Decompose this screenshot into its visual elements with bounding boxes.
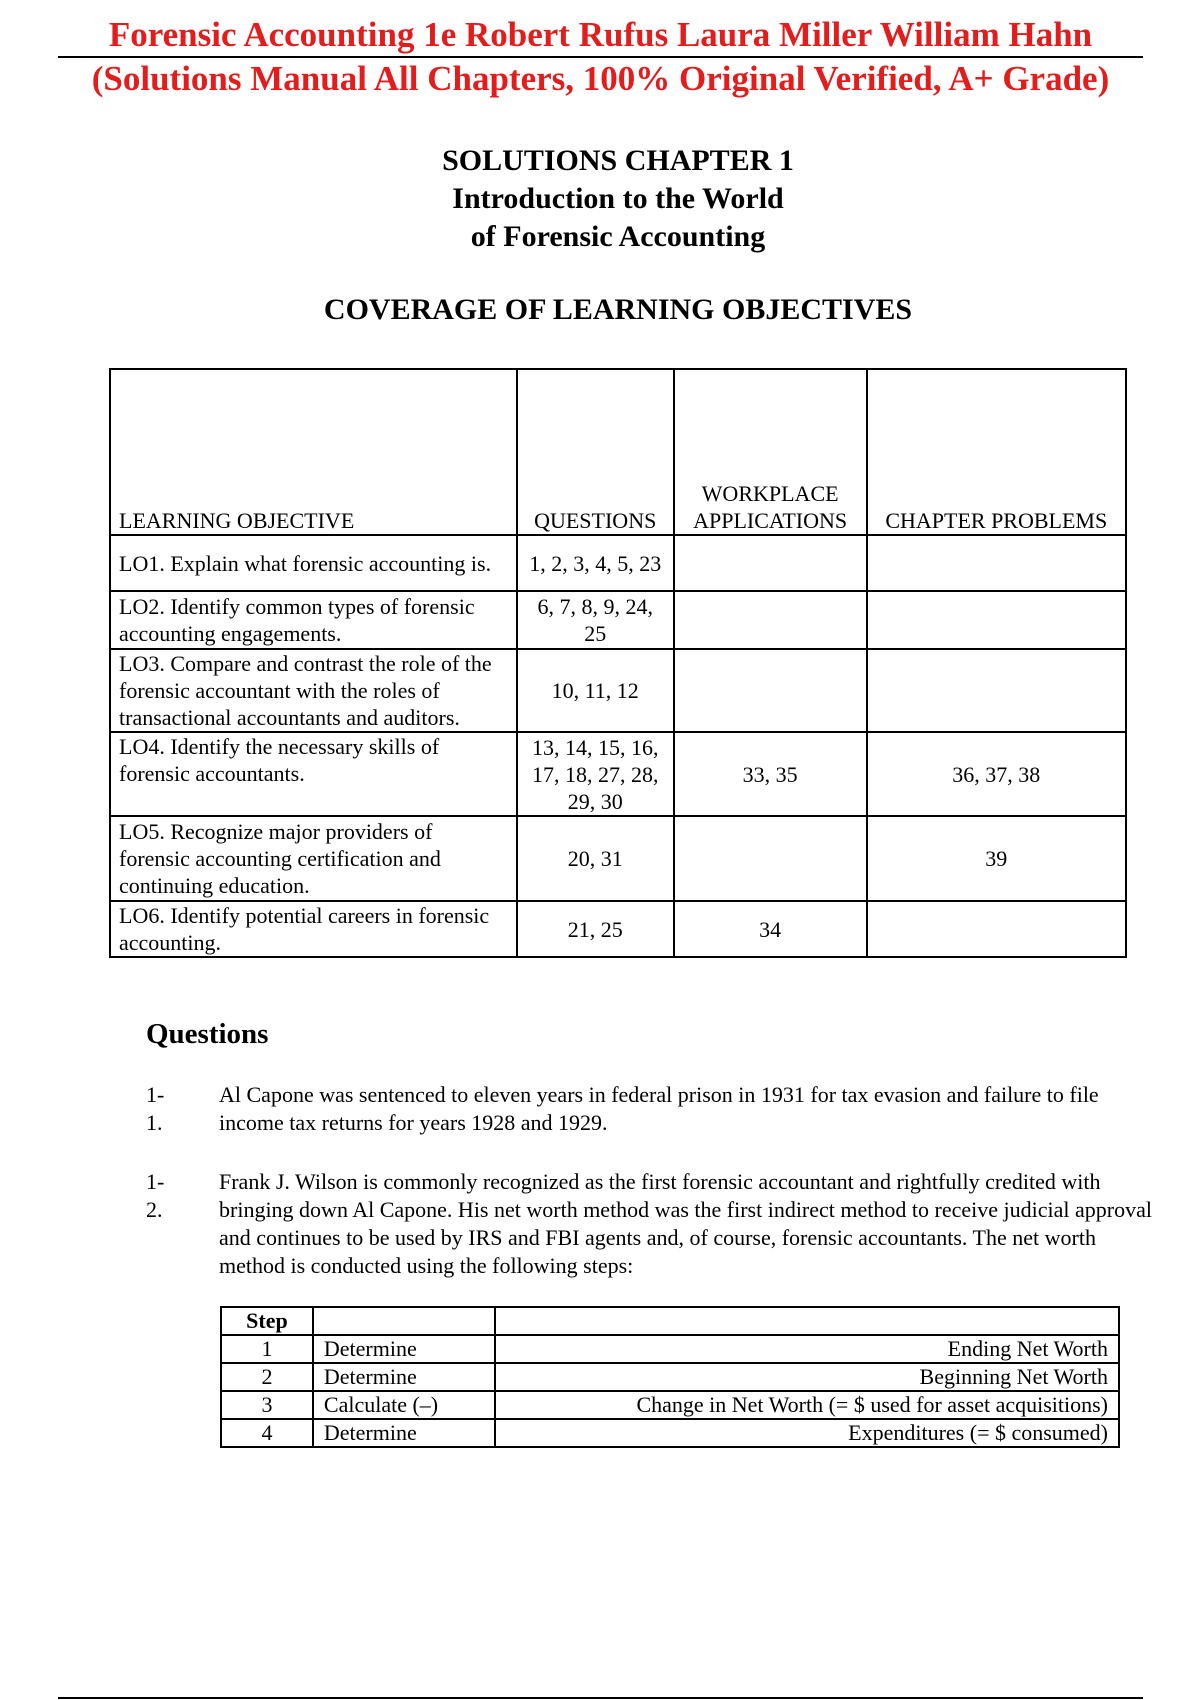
questions-cell: 13, 14, 15, 16, 17, 18, 27, 28, 29, 30 (517, 732, 674, 816)
step-item: Ending Net Worth (495, 1335, 1119, 1363)
banner-line-2: (Solutions Manual All Chapters, 100% Original Verified, A+ Grade) (91, 59, 1110, 98)
question-number: 1-2. (146, 1169, 165, 1222)
table-header-row (110, 369, 1126, 535)
questions-heading: Questions (146, 1018, 269, 1050)
questions-cell: 1, 2, 3, 4, 5, 23 (517, 535, 674, 591)
objective-cell: LO3. Compare and contrast the role of the forensic accountant with the roles of transactional accountants and auditors. (110, 649, 517, 732)
learning-objectives-table (109, 368, 1127, 958)
problems-cell: 36, 37, 38 (867, 732, 1126, 816)
table-row (110, 649, 1126, 732)
chapter-title: SOLUTIONS CHAPTER 1 (442, 144, 794, 177)
steps-row (221, 1335, 1119, 1363)
problems-cell (867, 901, 1126, 957)
step-action: Determine (313, 1363, 495, 1391)
blank-header-cell (495, 1307, 1119, 1335)
question-text: Frank J. Wilson is commonly recognized as the first forensic accountant and rightfully credited with bringing down Al Capone. His net worth method was the first indirect method to receive judicial approval and continues to be used by IRS and FBI agents and, of course, forensic accountants. The net worth method is conducted using the following steps: (219, 1169, 1152, 1278)
step-action: Calculate (–) (313, 1391, 495, 1419)
banner-line-1: Forensic Accounting 1e Robert Rufus Laura Miller William Hahn (58, 14, 1143, 58)
table-row (110, 591, 1126, 649)
step-number: 3 (221, 1391, 313, 1419)
chapter-subtitle-1: Introduction to the World (452, 182, 784, 215)
problems-cell (867, 591, 1126, 649)
questions-cell: 6, 7, 8, 9, 24, 25 (517, 591, 674, 649)
table-row (110, 732, 1126, 816)
steps-row (221, 1391, 1119, 1419)
table-row (110, 901, 1126, 957)
step-number: 4 (221, 1419, 313, 1447)
step-number: 1 (221, 1335, 313, 1363)
objective-cell: LO2. Identify common types of forensic accounting engagements. (110, 591, 517, 649)
step-action: Determine (313, 1419, 495, 1447)
header-learning-objective: LEARNING OBJECTIVE (110, 369, 517, 535)
workplace-cell (674, 649, 867, 732)
table-row (110, 535, 1126, 591)
header-chapter-problems: CHAPTER PROBLEMS (867, 369, 1126, 535)
step-header: Step (221, 1307, 313, 1335)
steps-row (221, 1363, 1119, 1391)
steps-row (221, 1419, 1119, 1447)
workplace-cell: 33, 35 (674, 732, 867, 816)
objective-cell: LO5. Recognize major providers of forensic accounting certification and continuing education. (110, 816, 517, 901)
header-questions: QUESTIONS (517, 369, 674, 535)
table-row (110, 816, 1126, 901)
questions-cell: 10, 11, 12 (517, 649, 674, 732)
chapter-subtitle-2: of Forensic Accounting (470, 220, 766, 253)
step-number: 2 (221, 1363, 313, 1391)
chapter-title-block (0, 142, 1200, 256)
problems-cell (867, 649, 1126, 732)
header-workplace-applications: WORKPLACE APPLICATIONS (674, 369, 867, 535)
workplace-cell (674, 816, 867, 901)
question-text: Al Capone was sentenced to eleven years in federal prison in 1931 for tax evasion and failure to file income tax returns for years 1928 and 1929. (219, 1082, 1099, 1135)
workplace-cell: 34 (674, 901, 867, 957)
coverage-title: COVERAGE OF LEARNING OBJECTIVES (323, 293, 913, 326)
blank-header-cell (313, 1307, 495, 1335)
question-number: 1-1. (146, 1082, 165, 1135)
objective-cell: LO4. Identify the necessary skills of forensic accountants. (110, 732, 517, 816)
step-action: Determine (313, 1335, 495, 1363)
step-item: Change in Net Worth (= $ used for asset acquisitions) (495, 1391, 1119, 1419)
problems-cell: 39 (867, 816, 1126, 901)
document-banner (58, 14, 1143, 100)
step-item: Expenditures (= $ consumed) (495, 1419, 1119, 1447)
workplace-cell (674, 591, 867, 649)
step-item: Beginning Net Worth (495, 1363, 1119, 1391)
workplace-cell (674, 535, 867, 591)
objective-cell: LO1. Explain what forensic accounting is. (110, 535, 517, 591)
questions-cell: 20, 31 (517, 816, 674, 901)
net-worth-steps-table (220, 1306, 1120, 1448)
objective-cell: LO6. Identify potential careers in forensic accounting. (110, 901, 517, 957)
steps-header-row (221, 1307, 1119, 1335)
problems-cell (867, 535, 1126, 591)
bottom-divider (58, 1697, 1143, 1699)
questions-cell: 21, 25 (517, 901, 674, 957)
